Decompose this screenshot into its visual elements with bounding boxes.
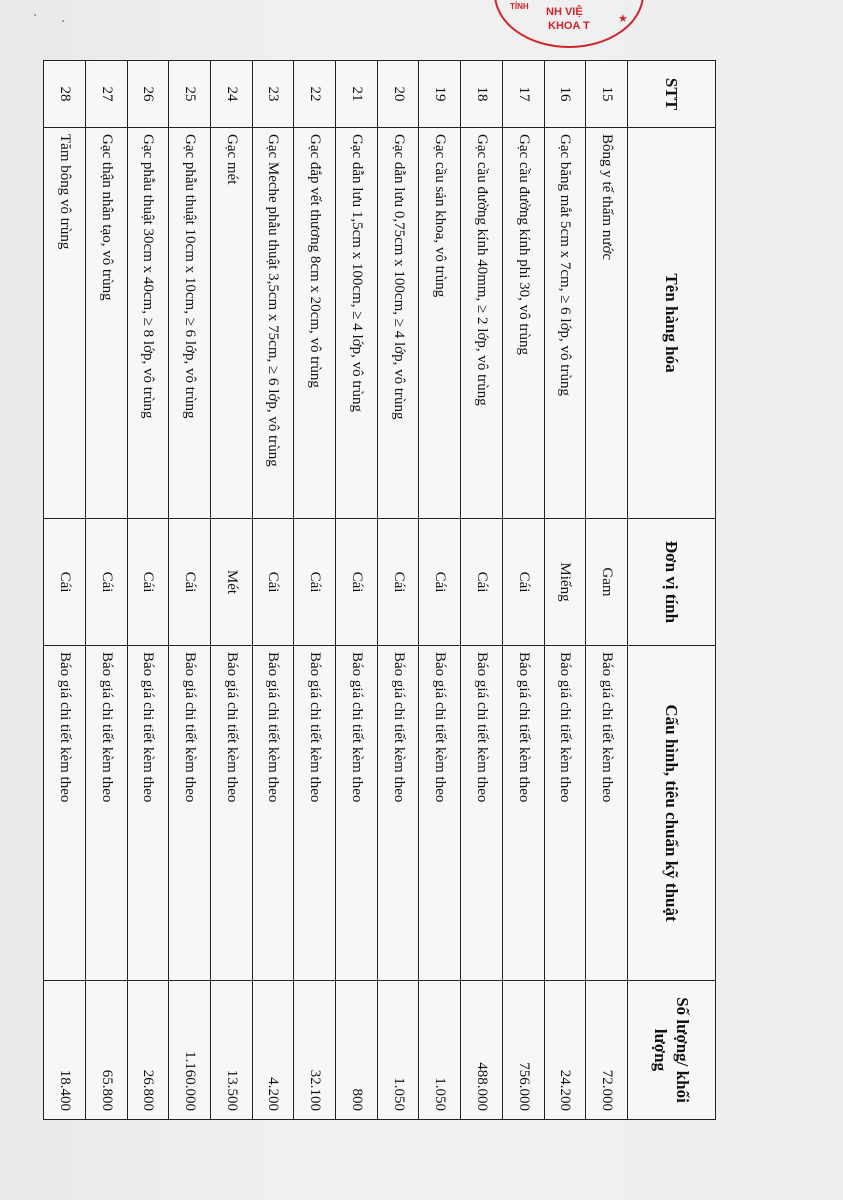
cell-unit: Cái — [85, 519, 127, 646]
cell-stt: 22 — [294, 61, 336, 128]
cell-unit: Cái — [377, 519, 419, 646]
cell-stt: 18 — [461, 61, 503, 128]
cell-spec: Báo giá chi tiết kèm theo — [85, 646, 127, 981]
cell-unit: Cái — [294, 519, 336, 646]
cell-name: Gạc cầu đường kính 40mm, ≥ 2 lớp, vô trùng — [461, 128, 503, 519]
star-icon: ★ — [618, 13, 628, 25]
table-row — [85, 61, 127, 1120]
stamp-text-line: NH VIỆ — [546, 6, 583, 18]
cell-qty: 26.800 — [127, 981, 169, 1120]
cell-spec: Báo giá chi tiết kèm theo — [294, 646, 336, 981]
cell-name: Gạc phẫu thuật 10cm x 10cm, ≥ 6 lớp, vô trùng — [169, 128, 211, 519]
table-row — [461, 61, 503, 1120]
header-stt: STT — [628, 61, 716, 128]
cell-stt: 24 — [210, 61, 252, 128]
cell-unit: Cái — [502, 519, 544, 646]
cell-qty: 4.200 — [252, 981, 294, 1120]
cell-stt: 17 — [502, 61, 544, 128]
table-row — [294, 61, 336, 1120]
table-row — [502, 61, 544, 1120]
cell-name: Gạc Meche phẫu thuật 3,5cm x 75cm, ≥ 6 lớp, vô trùng — [252, 128, 294, 519]
cell-name: Gạc dẫn lưu 0,75cm x 100cm, ≥ 4 lớp, vô trùng — [377, 128, 419, 519]
table-row — [127, 61, 169, 1120]
cell-qty: 24.200 — [544, 981, 586, 1120]
cell-name: Bông y tế thấm nước — [586, 128, 628, 519]
table-row — [586, 61, 628, 1120]
table-row — [336, 61, 378, 1120]
cell-unit: Gam — [586, 519, 628, 646]
cell-spec: Báo giá chi tiết kèm theo — [210, 646, 252, 981]
cell-spec: Báo giá chi tiết kèm theo — [586, 646, 628, 981]
cell-stt: 20 — [377, 61, 419, 128]
cell-qty: 18.400 — [44, 981, 86, 1120]
cell-spec: Báo giá chi tiết kèm theo — [419, 646, 461, 981]
cell-stt: 26 — [127, 61, 169, 128]
cell-stt: 15 — [586, 61, 628, 128]
cell-name: Gạc dẫn lưu 1,5cm x 100cm, ≥ 4 lớp, vô trùng — [336, 128, 378, 519]
cell-unit: Cái — [44, 519, 86, 646]
table-row — [44, 61, 86, 1120]
cell-spec: Báo giá chi tiết kèm theo — [336, 646, 378, 981]
cell-name: Gạc cầu đường kính phi 30, vô trùng — [502, 128, 544, 519]
cell-qty: 32.100 — [294, 981, 336, 1120]
cell-name: Gạc thận nhân tạo, vô trùng — [85, 128, 127, 519]
cell-qty: 1.050 — [377, 981, 419, 1120]
stamp-text-line: KHOA T — [548, 20, 590, 32]
cell-stt: 16 — [544, 61, 586, 128]
header-qty: Số lượng/ khối lượng — [628, 981, 716, 1120]
table-body — [44, 61, 628, 1120]
cell-spec: Báo giá chi tiết kèm theo — [377, 646, 419, 981]
cell-unit: Mét — [210, 519, 252, 646]
goods-table — [43, 60, 716, 1120]
cell-stt: 25 — [169, 61, 211, 128]
cell-qty: 488.000 — [461, 981, 503, 1120]
table-row — [419, 61, 461, 1120]
cell-qty: 756.000 — [502, 981, 544, 1120]
cell-name: Gạc đắp vết thương 8cm x 20cm, vô trùng — [294, 128, 336, 519]
table-row — [210, 61, 252, 1120]
cell-unit: Cái — [169, 519, 211, 646]
cell-unit: Miếng — [544, 519, 586, 646]
red-seal-stamp — [494, 0, 644, 48]
cell-stt: 28 — [44, 61, 86, 128]
scan-speck — [62, 20, 64, 22]
cell-unit: Cái — [252, 519, 294, 646]
cell-stt: 27 — [85, 61, 127, 128]
table-row — [377, 61, 419, 1120]
cell-name: Gạc phẫu thuật 30cm x 40cm, ≥ 8 lớp, vô trùng — [127, 128, 169, 519]
cell-spec: Báo giá chi tiết kèm theo — [44, 646, 86, 981]
stamp-text-top: TỈNH — [510, 2, 529, 11]
cell-unit: Cái — [127, 519, 169, 646]
cell-name: Gạc băng mắt 5cm x 7cm, ≥ 6 lớp, vô trùng — [544, 128, 586, 519]
cell-name: Tăm bông vô trùng — [44, 128, 86, 519]
cell-unit: Cái — [461, 519, 503, 646]
cell-qty: 1.160.000 — [169, 981, 211, 1120]
cell-qty: 1.050 — [419, 981, 461, 1120]
table-row — [252, 61, 294, 1120]
cell-qty: 72.000 — [586, 981, 628, 1120]
cell-stt: 23 — [252, 61, 294, 128]
cell-qty: 800 — [336, 981, 378, 1120]
table-row — [544, 61, 586, 1120]
rotated-document — [43, 60, 716, 1111]
cell-spec: Báo giá chi tiết kèm theo — [544, 646, 586, 981]
cell-qty: 13.500 — [210, 981, 252, 1120]
cell-name: Gạc mét — [210, 128, 252, 519]
cell-name: Gạc cầu sản khoa, vô trùng — [419, 128, 461, 519]
cell-spec: Báo giá chi tiết kèm theo — [502, 646, 544, 981]
header-unit: Đơn vị tính — [628, 519, 716, 646]
cell-spec: Báo giá chi tiết kèm theo — [461, 646, 503, 981]
table-header-row — [628, 61, 716, 1120]
cell-stt: 21 — [336, 61, 378, 128]
scan-speck — [34, 14, 36, 16]
cell-qty: 65.800 — [85, 981, 127, 1120]
cell-spec: Báo giá chi tiết kèm theo — [127, 646, 169, 981]
cell-unit: Cái — [336, 519, 378, 646]
header-spec: Cấu hình, tiêu chuẩn kỹ thuật — [628, 646, 716, 981]
cell-spec: Báo giá chi tiết kèm theo — [252, 646, 294, 981]
cell-stt: 19 — [419, 61, 461, 128]
table-row — [169, 61, 211, 1120]
cell-unit: Cái — [419, 519, 461, 646]
cell-spec: Báo giá chi tiết kèm theo — [169, 646, 211, 981]
header-name: Tên hàng hóa — [628, 128, 716, 519]
